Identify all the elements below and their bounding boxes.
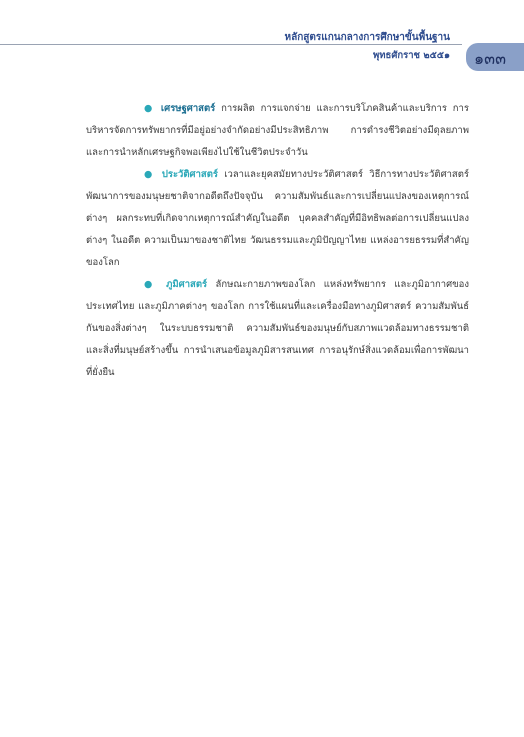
body-text: [86, 98, 469, 384]
paragraph-economics: [86, 98, 469, 164]
running-header-subtitle: พุทธศักราช ๒๕๕๑: [373, 50, 450, 61]
page-number: ๑๓๓: [474, 49, 507, 68]
paragraph-geography: [86, 274, 469, 384]
term-history: ประวัติศาสตร์: [161, 169, 218, 180]
bullet-icon: ●: [144, 103, 156, 114]
term-geography: ภูมิศาสตร์: [166, 279, 208, 290]
text-history: เวลาและยุคสมัยทางประวัติศาสตร์ วิธีการทางประวัติศาสตร์ พัฒนาการของมนุษยชาติจากอดีตถึงปัจจุบัน ความสัมพันธ์และการเปลี่ยนแปลงของเหตุการณ์ต่างๆ ผลกระทบที่เกิดจากเหตุการณ์สำคัญในอดีต บุคคลสำคัญที่มีอิทธิพลต่อการเปลี่ยนแปลงต่างๆ ในอดีต ความเป็นมาของชาติไทย วัฒนธรรมและภูมิปัญญาไทย แหล่งอารยธรรมที่สำคัญของโลก: [86, 169, 469, 268]
paragraph-history: [86, 164, 469, 274]
text-geography: ลักษณะกายภาพของโลก แหล่งทรัพยากร และภูมิอากาศของประเทศไทย และภูมิภาคต่างๆ ของโลก การใช้แผนที่และเครื่องมือทางภูมิศาสตร์ ความสัมพันธ์กันของสิ่งต่างๆ ในระบบธรรมชาติ ความสัมพันธ์ของมนุษย์กับสภาพแวดล้อมทางธรรมชาติ และสิ่งที่มนุษย์สร้างขึ้น การนำเสนอข้อมูลภูมิสารสนเทศ การอนุรักษ์สิ่งแวดล้อมเพื่อการพัฒนาที่ยั่งยืน: [86, 279, 469, 378]
bullet-icon: ●: [144, 279, 158, 290]
term-economics: เศรษฐศาสตร์: [160, 103, 216, 114]
text-economics: การผลิต การแจกจ่าย และการบริโภคสินค้าและบริการ การบริหารจัดการทรัพยากรที่มีอยู่อย่างจำกัดอย่างมีประสิทธิภาพ การดำรงชีวิตอย่างมีดุลยภาพ และการนำหลักเศรษฐกิจพอเพียงไปใช้ในชีวิตประจำวัน: [86, 103, 469, 158]
running-header-title: หลักสูตรแกนกลางการศึกษาขั้นพื้นฐาน: [284, 32, 450, 43]
bullet-icon: ●: [144, 169, 156, 180]
